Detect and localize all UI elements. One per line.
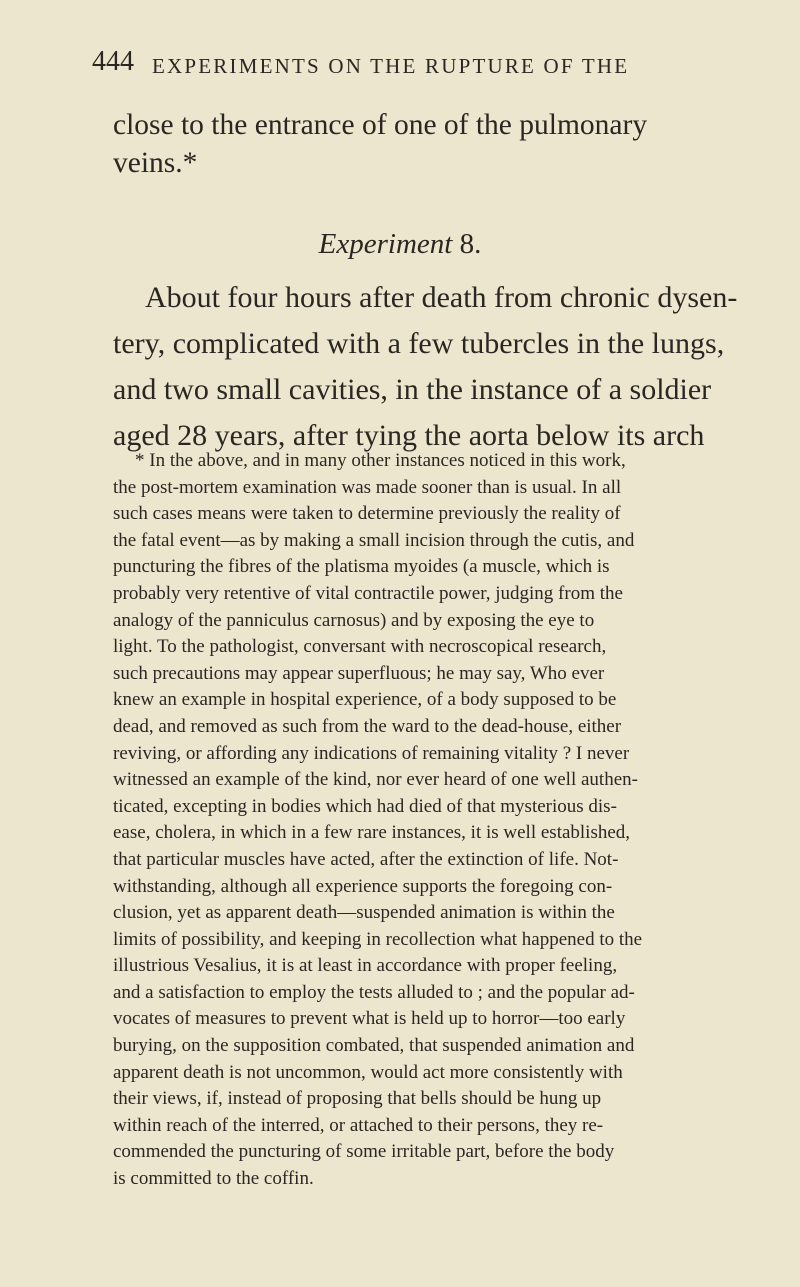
text-line: veins.* [113,147,198,179]
footnote-line: burying, on the supposition combated, that suspended animation and [113,1035,635,1057]
text-line: tery, complicated with a few tubercles in the lungs, [113,327,725,360]
footnote-line: ease, cholera, in which in a few rare instances, it is well established, [113,822,631,844]
footnote-line: limits of possibility, and keeping in recollection what happened to the [113,928,643,950]
footnote-line: clusion, yet as apparent death—suspended animation is within the [113,902,615,924]
running-title: EXPERIMENTS ON THE RUPTURE OF THE [152,54,630,78]
experiment-heading [0,228,800,261]
footnote-line: is committed to the coffin. [113,1168,314,1190]
footnote-line: probably very retentive of vital contractile power, judging from the [113,582,623,604]
footnote-line: within reach of the interred, or attached to their persons, they re- [113,1114,604,1136]
text-line: About four hours after death from chronic dysen- [145,281,738,314]
footnote-line: such precautions may appear superfluous; he may say, Who ever [113,662,605,684]
text-line: aged 28 years, after tying the aorta below its arch [113,419,705,452]
footnote-line: witnessed an example of the kind, nor ever heard of one well authen- [113,769,638,791]
experiment-heading-number: 8. [459,228,482,260]
footnote-line: illustrious Vesalius, it is at least in accordance with proper feeling, [113,955,618,977]
footnote [113,448,725,1193]
footnote-line: that particular muscles have acted, after the extinction of life. Not- [113,848,619,870]
experiment-heading-label: Experiment [318,228,453,260]
footnote-line: such cases means were taken to determine previously the reality of [113,503,621,525]
footnote-line: apparent death is not uncommon, would act more consistently with [113,1061,623,1083]
text-line: and two small cavities, in the instance of a soldier [113,373,712,406]
text-line: close to the entrance of one of the pulmonary [113,109,648,141]
experiment-paragraph [113,275,738,459]
footnote-line: their views, if, instead of proposing that bells should be hung up [113,1088,602,1110]
running-head [92,46,732,80]
footnote-line: vocates of measures to prevent what is held up to horror—too early [113,1008,626,1030]
page-number: 444 [92,46,134,77]
footnote-line: puncturing the fibres of the platisma myoides (a muscle, which is [113,556,610,578]
footnote-line: reviving, or affording any indications of remaining vitality ? I never [113,742,630,764]
footnote-line: the fatal event—as by making a small incision through the cutis, and [113,529,635,551]
footnote-line: withstanding, although all experience supports the foregoing con- [113,875,613,897]
footnote-line: light. To the pathologist, conversant with necroscopical research, [113,636,607,658]
footnote-line: and a satisfaction to employ the tests alluded to ; and the popular ad- [113,981,635,1003]
footnote-line: ticated, excepting in bodies which had died of that mysterious dis- [113,795,617,817]
continuation-text [113,106,713,182]
footnote-line: dead, and removed as such from the ward to the dead-house, either [113,715,622,737]
footnote-line: knew an example in hospital experience, of a body supposed to be [113,689,617,711]
footnote-line: commended the puncturing of some irritable part, before the body [113,1141,615,1163]
footnote-line: the post-mortem examination was made sooner than is usual. In all [113,476,622,498]
footnote-line: * In the above, and in many other instances noticed in this work, [135,450,626,471]
footnote-line: analogy of the panniculus carnosus) and by exposing the eye to [113,609,595,631]
